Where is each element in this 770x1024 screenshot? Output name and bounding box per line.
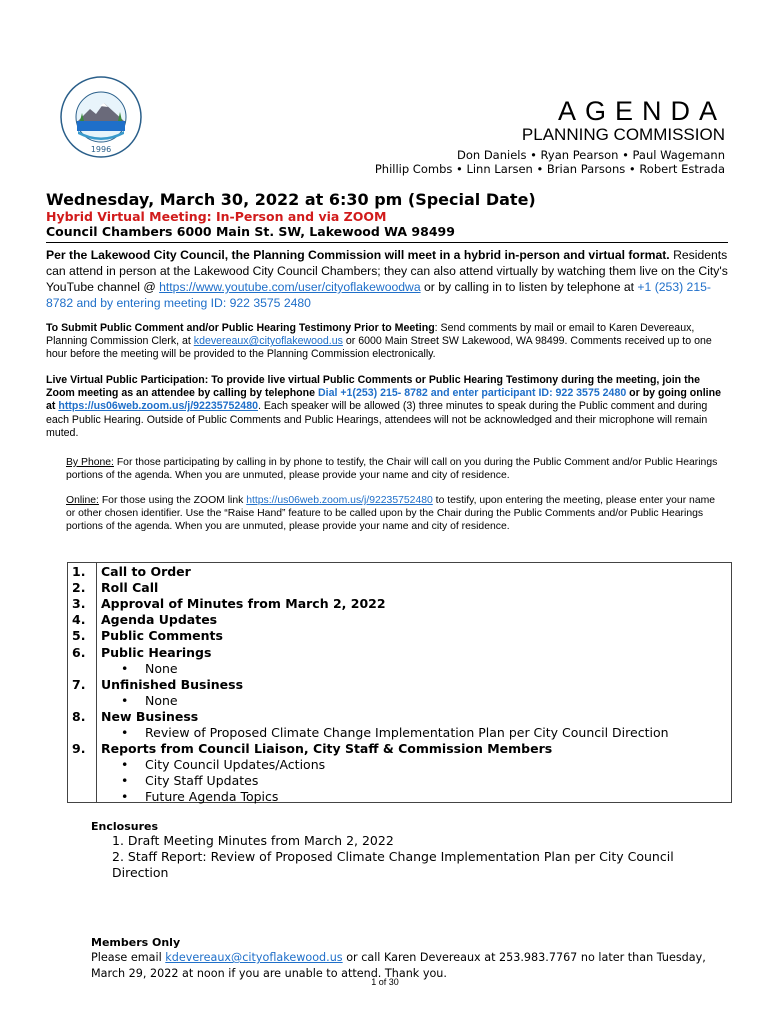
zoom-link[interactable]: https://us06web.zoom.us/j/92235752480 xyxy=(58,400,258,413)
agenda-title: AGENDA xyxy=(557,96,726,126)
members-email-link[interactable]: kdevereaux@cityoflakewood.us xyxy=(165,951,343,964)
zoom-link-online[interactable]: https://us06web.zoom.us/j/92235752480 xyxy=(246,495,433,506)
commission-members-line-2: Phillip Combs • Linn Larsen • Brian Parsons • Robert Estrada xyxy=(374,162,725,176)
agenda-subitem: • City Council Updates/Actions xyxy=(121,757,326,772)
divider xyxy=(46,242,728,243)
meeting-date: Wednesday, March 30, 2022 at 6:30 pm (Special Date) xyxy=(46,190,536,209)
meeting-type: Hybrid Virtual Meeting: In-Person and via ZOOM xyxy=(46,209,387,224)
agenda-subitem: • Future Agenda Topics xyxy=(121,789,279,804)
phone-meeting-id: +1 (253) 215-8782 and by entering meeting ID: 922 3575 2480 xyxy=(46,280,711,310)
members-only-note: Please email kdevereaux@cityoflakewood.us or call Karen Devereaux at 253.983.7767 no later than Tuesday, March 29, 2022 at noon if you are unable to attend. Thank you. xyxy=(91,951,706,980)
members-only-heading: Members Only xyxy=(91,936,181,949)
agenda-subitem: • Review of Proposed Climate Change Implementation Plan per City Council Direction xyxy=(121,725,669,740)
agenda-subitem: • None xyxy=(121,693,178,708)
planning-commission-heading: PLANNING COMMISSION xyxy=(521,125,725,144)
agenda-items-table: 1. Call to Order 2. Roll Call 3. Approval of Minutes from March 2, 2022 4. Agenda Updates 5. Public Comments 6. Public Hearings • None 7. Unfinished Business • None 8. New Business • Review of Proposed Climate Change Implementation Plan per City Council Direction 9. Reports from Council Liaison, City Staff & Commission Members • City Council Updates/Actions • City Staff Updates • Future Agenda Topics xyxy=(67,562,732,803)
commission-members-line-1: Don Daniels • Ryan Pearson • Paul Wagemann xyxy=(456,148,725,162)
clerk-email-link[interactable]: kdevereaux@cityoflakewood.us xyxy=(193,335,343,348)
city-seal-logo xyxy=(60,76,142,158)
live-participation-paragraph: Live Virtual Public Participation: To provide live virtual Public Comments or Public Hearing Testimony during the meeting, join the Zoom meeting as an attendee by calling by telephone Dial +1(253) 215- 8782 and enter participant ID: 922 3575 2480 or by going online at https://us06web.zoom.us/j/92235752480. Each speaker will be allowed (3) three minutes to speak during the Public comment and during each Public Hearing. Outside of Public Comments and Public Hearings, attendees will not be acknowledged and their microphone will remain muted. xyxy=(46,374,721,439)
agenda-subitem: • None xyxy=(121,661,178,676)
submit-comment-paragraph: To Submit Public Comment and/or Public Hearing Testimony Prior to Meeting: Send comments by mail or email to Karen Devereaux, Planning Commission Clerk, at kdevereaux@cityoflakewood.us or 6000 Main Street SW Lakewood, WA 98499. Comments received up to one hour before the meeting will be provided to the Planning Commission electronically. xyxy=(46,322,712,361)
dial-in-info: Dial +1(253) 215- 8782 and enter participant ID: 922 3575 2480 xyxy=(317,387,627,400)
intro-paragraph: Per the Lakewood City Council, the Planning Commission will meet in a hybrid in-person and virtual format. Residents can attend in person at the Lakewood City Council Chambers; they can also attend virtually by watching them live on the City's YouTube channel @ https://www.youtube.com/user/cityoflakewoodwa or by calling in to listen by telephone at +1 (253) 215-8782 and by entering meeting ID: 922 3575 2480 xyxy=(46,248,728,310)
youtube-link[interactable]: https://www.youtube.com/user/cityoflakewoodwa xyxy=(159,280,421,294)
online-paragraph: Online: For those using the ZOOM link https://us06web.zoom.us/j/92235752480 to testify, upon entering the meeting, please enter your name or other chosen identifier. Use the “Raise Hand” feature to be called upon by the Chair during the Public Comments and/or Public Hearings portions of the agenda. When you are unmuted, please provide your name and city of residence. xyxy=(66,495,716,533)
logo-year: 1996 xyxy=(90,145,112,154)
page-number: 1 of 30 xyxy=(371,977,399,987)
enclosure-item: 2. Staff Report: Review of Proposed Climate Change Implementation Plan per City Council Direction xyxy=(112,849,674,880)
meeting-location: Council Chambers 6000 Main St. SW, Lakewood WA 98499 xyxy=(46,224,455,239)
enclosure-item: 1. Draft Meeting Minutes from March 2, 2022 xyxy=(112,833,394,848)
agenda-subitem: • City Staff Updates xyxy=(121,773,259,788)
enclosures-heading: Enclosures xyxy=(91,820,159,833)
by-phone-paragraph: By Phone: For those participating by calling in by phone to testify, the Chair will call on you during the Public Comment and/or Public Hearings portions of the agenda. When you are unmuted, please provide your name and city of residence. xyxy=(66,457,718,482)
